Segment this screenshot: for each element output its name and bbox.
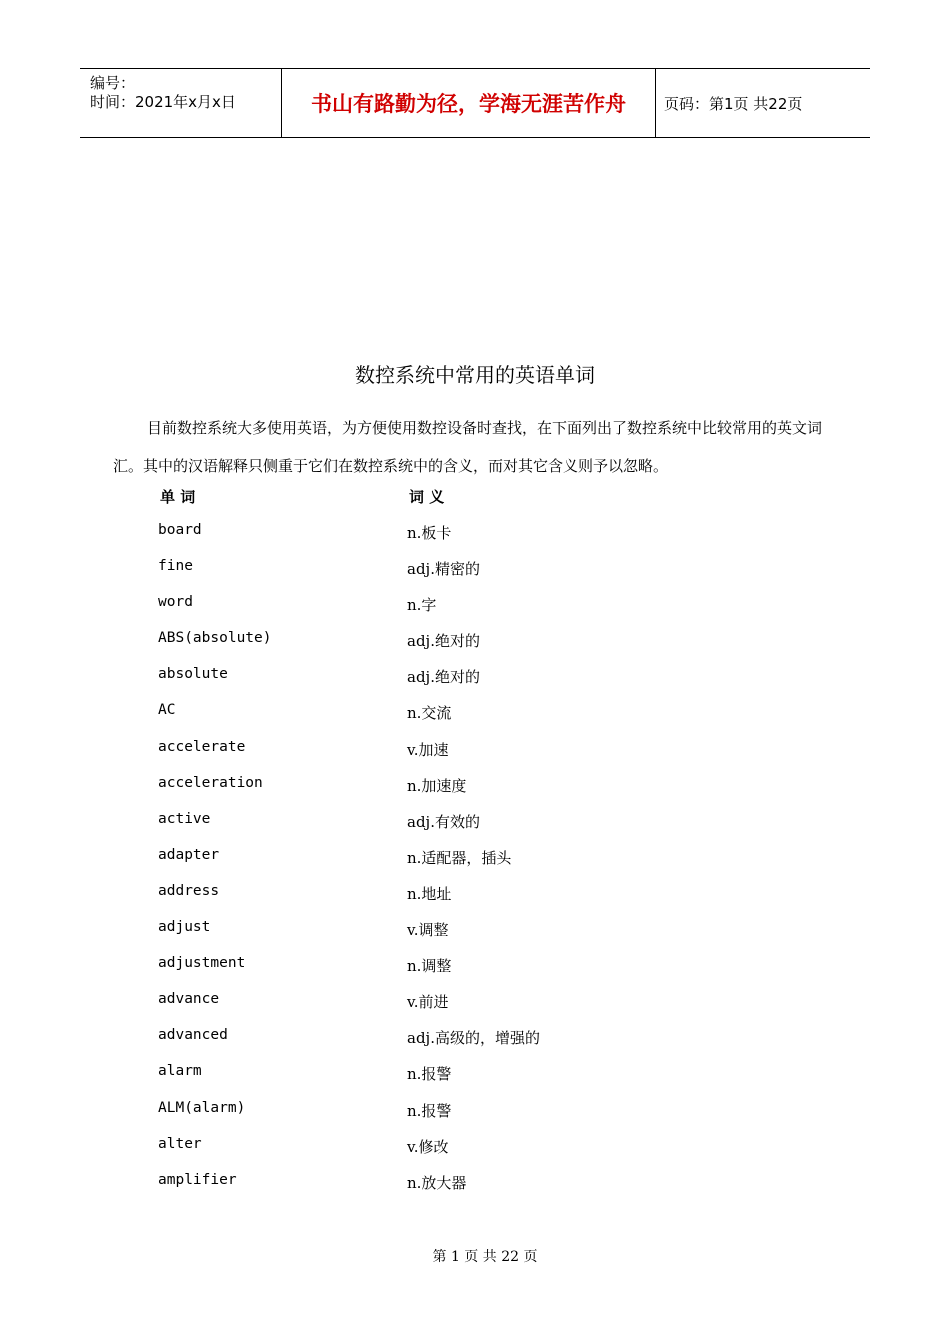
header-page-info: 页码：第1页 共22页 [664,94,803,113]
vocab-meaning: n.报警 [407,1101,452,1120]
vocab-meaning: n.报警 [407,1065,452,1084]
list-item [0,1098,950,1134]
list-item [0,881,950,917]
date-label: 时间：2021年x月x日 [90,93,236,111]
vocab-meaning: n.地址 [407,884,452,903]
vocab-meaning: n.调整 [407,957,452,976]
vocab-word: adjustment [158,955,246,972]
list-item [0,773,950,809]
list-item [0,1170,950,1206]
list-item [0,989,950,1025]
vocab-word: acceleration [158,774,263,791]
vocab-word: ALM(alarm) [158,1099,246,1116]
vocab-meaning: n.适配器，插头 [407,848,512,867]
vocab-meaning: adj.有效的 [407,812,480,831]
vocabulary-list [0,520,950,1206]
vocab-word: address [158,882,220,899]
vocab-meaning: v.前进 [407,993,449,1012]
list-item [0,1061,950,1097]
vocab-meaning: n.放大器 [407,1173,467,1192]
list-item [0,628,950,664]
header-table [80,68,870,138]
vocab-meaning: adj.绝对的 [407,668,480,687]
document-title: 数控系统中常用的英语单词 [355,363,595,387]
vocab-word: alarm [158,1063,202,1080]
vocab-word: adjust [158,919,211,936]
vocab-meaning: n.字 [407,596,437,615]
vocab-meaning: v.修改 [407,1137,449,1156]
vocab-word: board [158,522,202,538]
vocab-word: word [158,594,193,611]
vocab-word: ABS(absolute) [158,630,272,647]
vocab-meaning: n.交流 [407,704,452,723]
vocab-word: advance [158,991,220,1008]
list-item [0,737,950,773]
vocab-meaning: adj.绝对的 [407,632,480,651]
list-item [0,664,950,700]
vocab-word: active [158,810,211,827]
serial-number-label: 编号： [90,74,136,92]
list-item [0,917,950,953]
header-left-cell [80,69,280,137]
vocab-meaning: n.板卡 [407,524,452,542]
vocab-word: accelerate [158,738,246,755]
vocab-meaning: v.调整 [407,921,449,940]
list-item [0,700,950,736]
column-header-meaning: 词 义 [409,488,445,506]
column-header-word: 单 词 [160,488,196,506]
vocab-word: advanced [158,1027,228,1044]
list-item [0,845,950,881]
header-motto: 书山有路勤为径，学海无涯苦作舟 [281,69,656,137]
vocab-word: absolute [158,666,228,683]
vocab-meaning: v.加速 [407,740,449,759]
page-footer: 第 1 页 共 22 页 [432,1249,538,1265]
vocab-word: fine [158,558,193,575]
list-item [0,520,950,556]
vocab-word: alter [158,1135,202,1152]
list-item [0,1025,950,1061]
vocab-word: adapter [158,846,220,863]
list-item [0,953,950,989]
list-item [0,1134,950,1170]
vocab-word: amplifier [158,1171,237,1188]
vocab-meaning: n.加速度 [407,776,467,795]
list-item [0,556,950,592]
list-item [0,592,950,628]
vocab-word: AC [158,702,176,719]
intro-paragraph: 目前数控系统大多使用英语，为方便使用数控设备时查找，在下面列出了数控系统中比较常用的英文词汇。其中的汉语解释只侧重于它们在数控系统中的含义，而对其它含义则予以忽略。 [113,419,823,475]
vocab-meaning: adj.高级的，增强的 [407,1029,540,1048]
vocab-meaning: adj.精密的 [407,560,480,579]
list-item [0,809,950,845]
